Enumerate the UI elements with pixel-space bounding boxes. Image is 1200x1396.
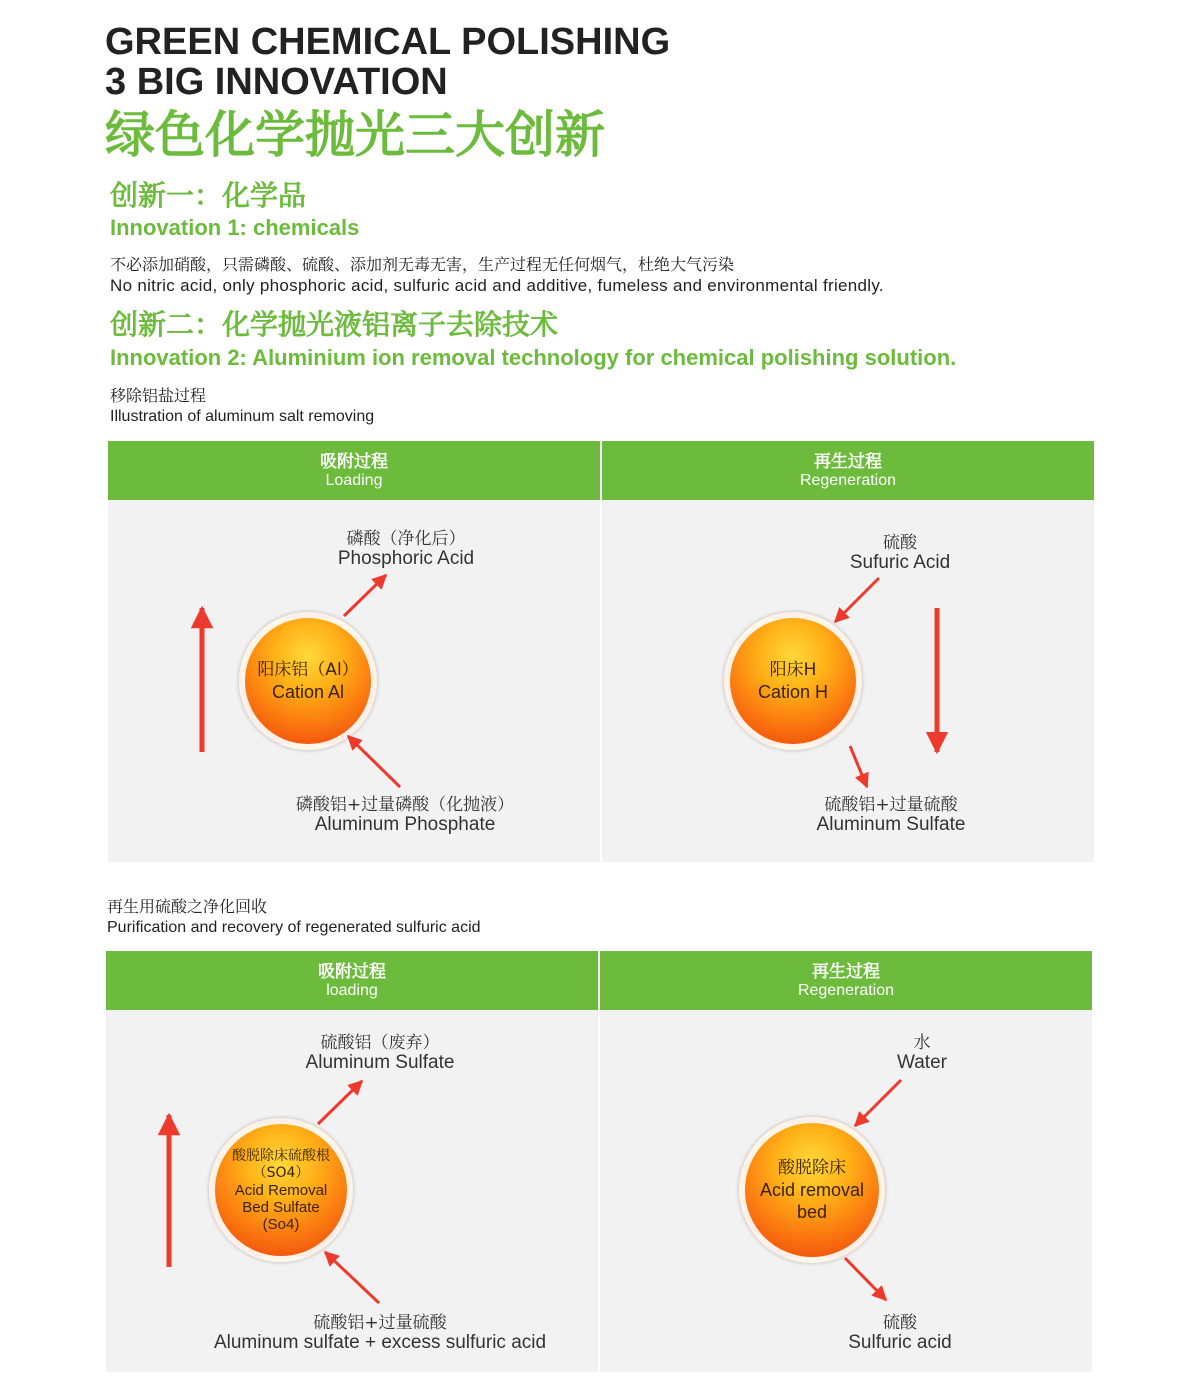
diagram2-right-top-zh: 水 xyxy=(913,1033,931,1053)
diagram2-left-header-zh: 吸附过程 xyxy=(318,962,386,982)
ball-line: bed xyxy=(796,1202,828,1222)
diagram2-left-header-en: loading xyxy=(326,982,378,999)
diagram2-right-header-en: Regeneration xyxy=(797,982,895,999)
diagram1-right-header-en: Regeneration xyxy=(799,472,897,489)
ball-line: Bed Sulfate xyxy=(242,1198,320,1216)
diagram2-caption-zh: 再生用硫酸之净化回收 xyxy=(107,897,268,916)
ball-line: 阳床H xyxy=(769,660,817,680)
diagram2-right-bottom-en: Sulfuric acid xyxy=(848,1332,952,1353)
title-zh: 绿色化学抛光三大创新 xyxy=(105,106,605,164)
ball-line: (So4) xyxy=(262,1215,300,1233)
ball-line: 酸脱除床硫酸根 xyxy=(232,1147,330,1164)
diagram1-left-header-zh: 吸附过程 xyxy=(320,452,388,472)
ball-line: Acid removal xyxy=(759,1180,865,1200)
diagram2-left-bottom-en: Aluminum sulfate + excess sulfuric acid xyxy=(213,1332,547,1353)
diagram2-right-top-en: Water xyxy=(897,1052,947,1073)
diagram2-right-header-zh: 再生过程 xyxy=(812,962,880,982)
out-arrow xyxy=(850,746,867,787)
ball-line: （SO4） xyxy=(252,1164,310,1181)
diagram2-caption-en: Purification and recovery of regenerated sulfuric acid xyxy=(107,919,481,936)
ball-line: Acid Removal xyxy=(234,1181,328,1199)
in-arrow xyxy=(325,1252,379,1303)
innovation1-desc-zh: 不必添加硝酸，只需磷酸、硫酸、添加剂无毒无害，生产过程无任何烟气，杜绝大气污染 xyxy=(110,255,735,274)
out-arrow xyxy=(318,1081,362,1124)
diagram1-left-top-en: Phosphoric Acid xyxy=(337,548,475,569)
ball-line: Cation Al xyxy=(271,682,345,702)
in-arrow xyxy=(835,578,879,622)
diagram1-left-header-en: Loading xyxy=(325,472,383,489)
diagram2-left-bottom-zh: 硫酸铝+过量硫酸 xyxy=(313,1313,447,1333)
out-arrow xyxy=(845,1258,886,1300)
diagram1-right-top-en: Sufuric Acid xyxy=(849,552,951,573)
diagram1-right-top-zh: 硫酸 xyxy=(883,533,917,553)
ball-line: 酸脱除床 xyxy=(778,1158,846,1178)
diagram1-right-header-zh: 再生过程 xyxy=(814,452,882,472)
innovation2-heading-zh: 创新二：化学抛光液铝离子去除技术 xyxy=(110,308,559,341)
diagram1-left-top-zh: 磷酸（净化后） xyxy=(346,529,466,549)
diagram2-left-top-zh: 硫酸铝（废弃） xyxy=(320,1033,440,1053)
title-en-line1: GREEN CHEMICAL POLISHING xyxy=(105,21,671,63)
diagram1-caption-en: Illustration of aluminum salt removing xyxy=(110,408,375,425)
out-arrow xyxy=(344,575,386,616)
ball-line: Cation H xyxy=(757,682,829,702)
diagram2-left-top-en: Aluminum Sulfate xyxy=(305,1052,455,1073)
in-arrow xyxy=(348,736,400,787)
ball-line: 阳床铝（Al） xyxy=(257,660,359,680)
innovation2-heading-en: Innovation 2: Aluminium ion removal technology for chemical polishing solution. xyxy=(110,345,957,370)
title-en-line2: 3 BIG INNOVATION xyxy=(105,61,448,103)
in-arrow xyxy=(855,1080,901,1126)
diagram1-left-bottom-zh: 磷酸铝+过量磷酸（化抛液） xyxy=(295,795,515,815)
diagram1-right-bottom-en: Aluminum Sulfate xyxy=(816,814,966,835)
innovation1-heading-en: Innovation 1: chemicals xyxy=(110,215,360,240)
diagram1-caption-zh: 移除铝盐过程 xyxy=(110,386,207,405)
innovation1-desc-en: No nitric acid, only phosphoric acid, sulfuric acid and additive, fumeless and environmental friendly. xyxy=(110,276,884,295)
diagram1-right-bottom-zh: 硫酸铝+过量硫酸 xyxy=(824,795,958,815)
diagram2-right-bottom-zh: 硫酸 xyxy=(883,1313,917,1333)
diagram1-left-bottom-en: Aluminum Phosphate xyxy=(314,814,496,835)
innovation1-heading-zh: 创新一：化学品 xyxy=(110,179,307,212)
